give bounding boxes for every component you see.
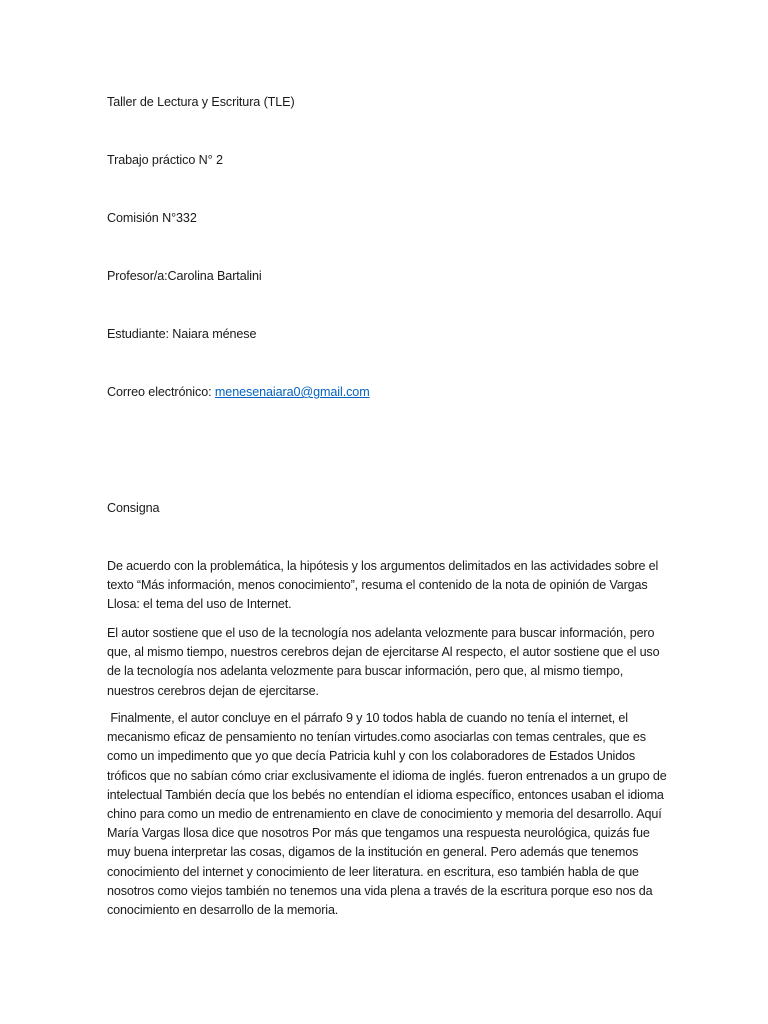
paragraph-prompt: De acuerdo con la problemática, la hipótesis y los argumentos delimitados en las actividades sobre el texto “Más información, menos conocimiento”, resuma el contenido de la nota de opinión de Vargas Llosa: el tema del uso de Internet. <box>107 559 659 612</box>
professor-name: Profesor/a:Carolina Bartalini <box>107 269 262 283</box>
student-name: Estudiante: Naiara ménese <box>107 327 257 341</box>
paragraph-conclusion: Finalmente, el autor concluye en el párrafo 9 y 10 todos habla de cuando no tenía el internet, el mecanismo eficaz de pensamiento no tenían virtudes.como asociarlas con temas centrales, que es como un impedimento que yo que decía Patricia kuhl y con los colaboradores de Estados Unidos tróficos que no sabían cómo criar exclusivamente el idioma de inglés. fueron entrenados a un grupo de intelectual También decía que los bebés no entendían el idioma específico, entonces usaban el idioma chino para como un medio de entrenamiento en clave de conocimiento y memoria del desarrollo. Aquí María Vargas llosa dice que nosotros Por más que tengamos una respuesta neurológica, quizás fue muy buena interpretar las cosas, digamos de la institución en general. Pero además que tenemos conocimiento del internet y conocimiento de leer literatura. en escritura, eso también habla de que nosotros como viejos también no tenemos una vida plena a través de la escritura porque eso nos da conocimiento en desarrollo de la memoria. <box>107 711 670 918</box>
section-title: Consigna <box>107 501 160 515</box>
commission-number: Comisión N°332 <box>107 211 197 225</box>
course-title: Taller de Lectura y Escritura (TLE) <box>107 95 295 109</box>
email-label: Correo electrónico: <box>107 385 215 399</box>
paragraph-summary: El autor sostiene que el uso de la tecnología nos adelanta velozmente para buscar información, pero que, al mismo tiempo, nuestros cerebros dejan de ejercitarse Al respecto, el autor sostiene que el uso de la tecnología nos adelanta velozmente para buscar información, pero que, al mismo tiempo, nuestros cerebros dejan de ejercitarse. <box>107 626 660 698</box>
email-line <box>107 383 370 402</box>
email-link[interactable]: menesenaiara0@gmail.com <box>214 385 370 399</box>
assignment-number: Trabajo práctico N° 2 <box>107 153 223 167</box>
